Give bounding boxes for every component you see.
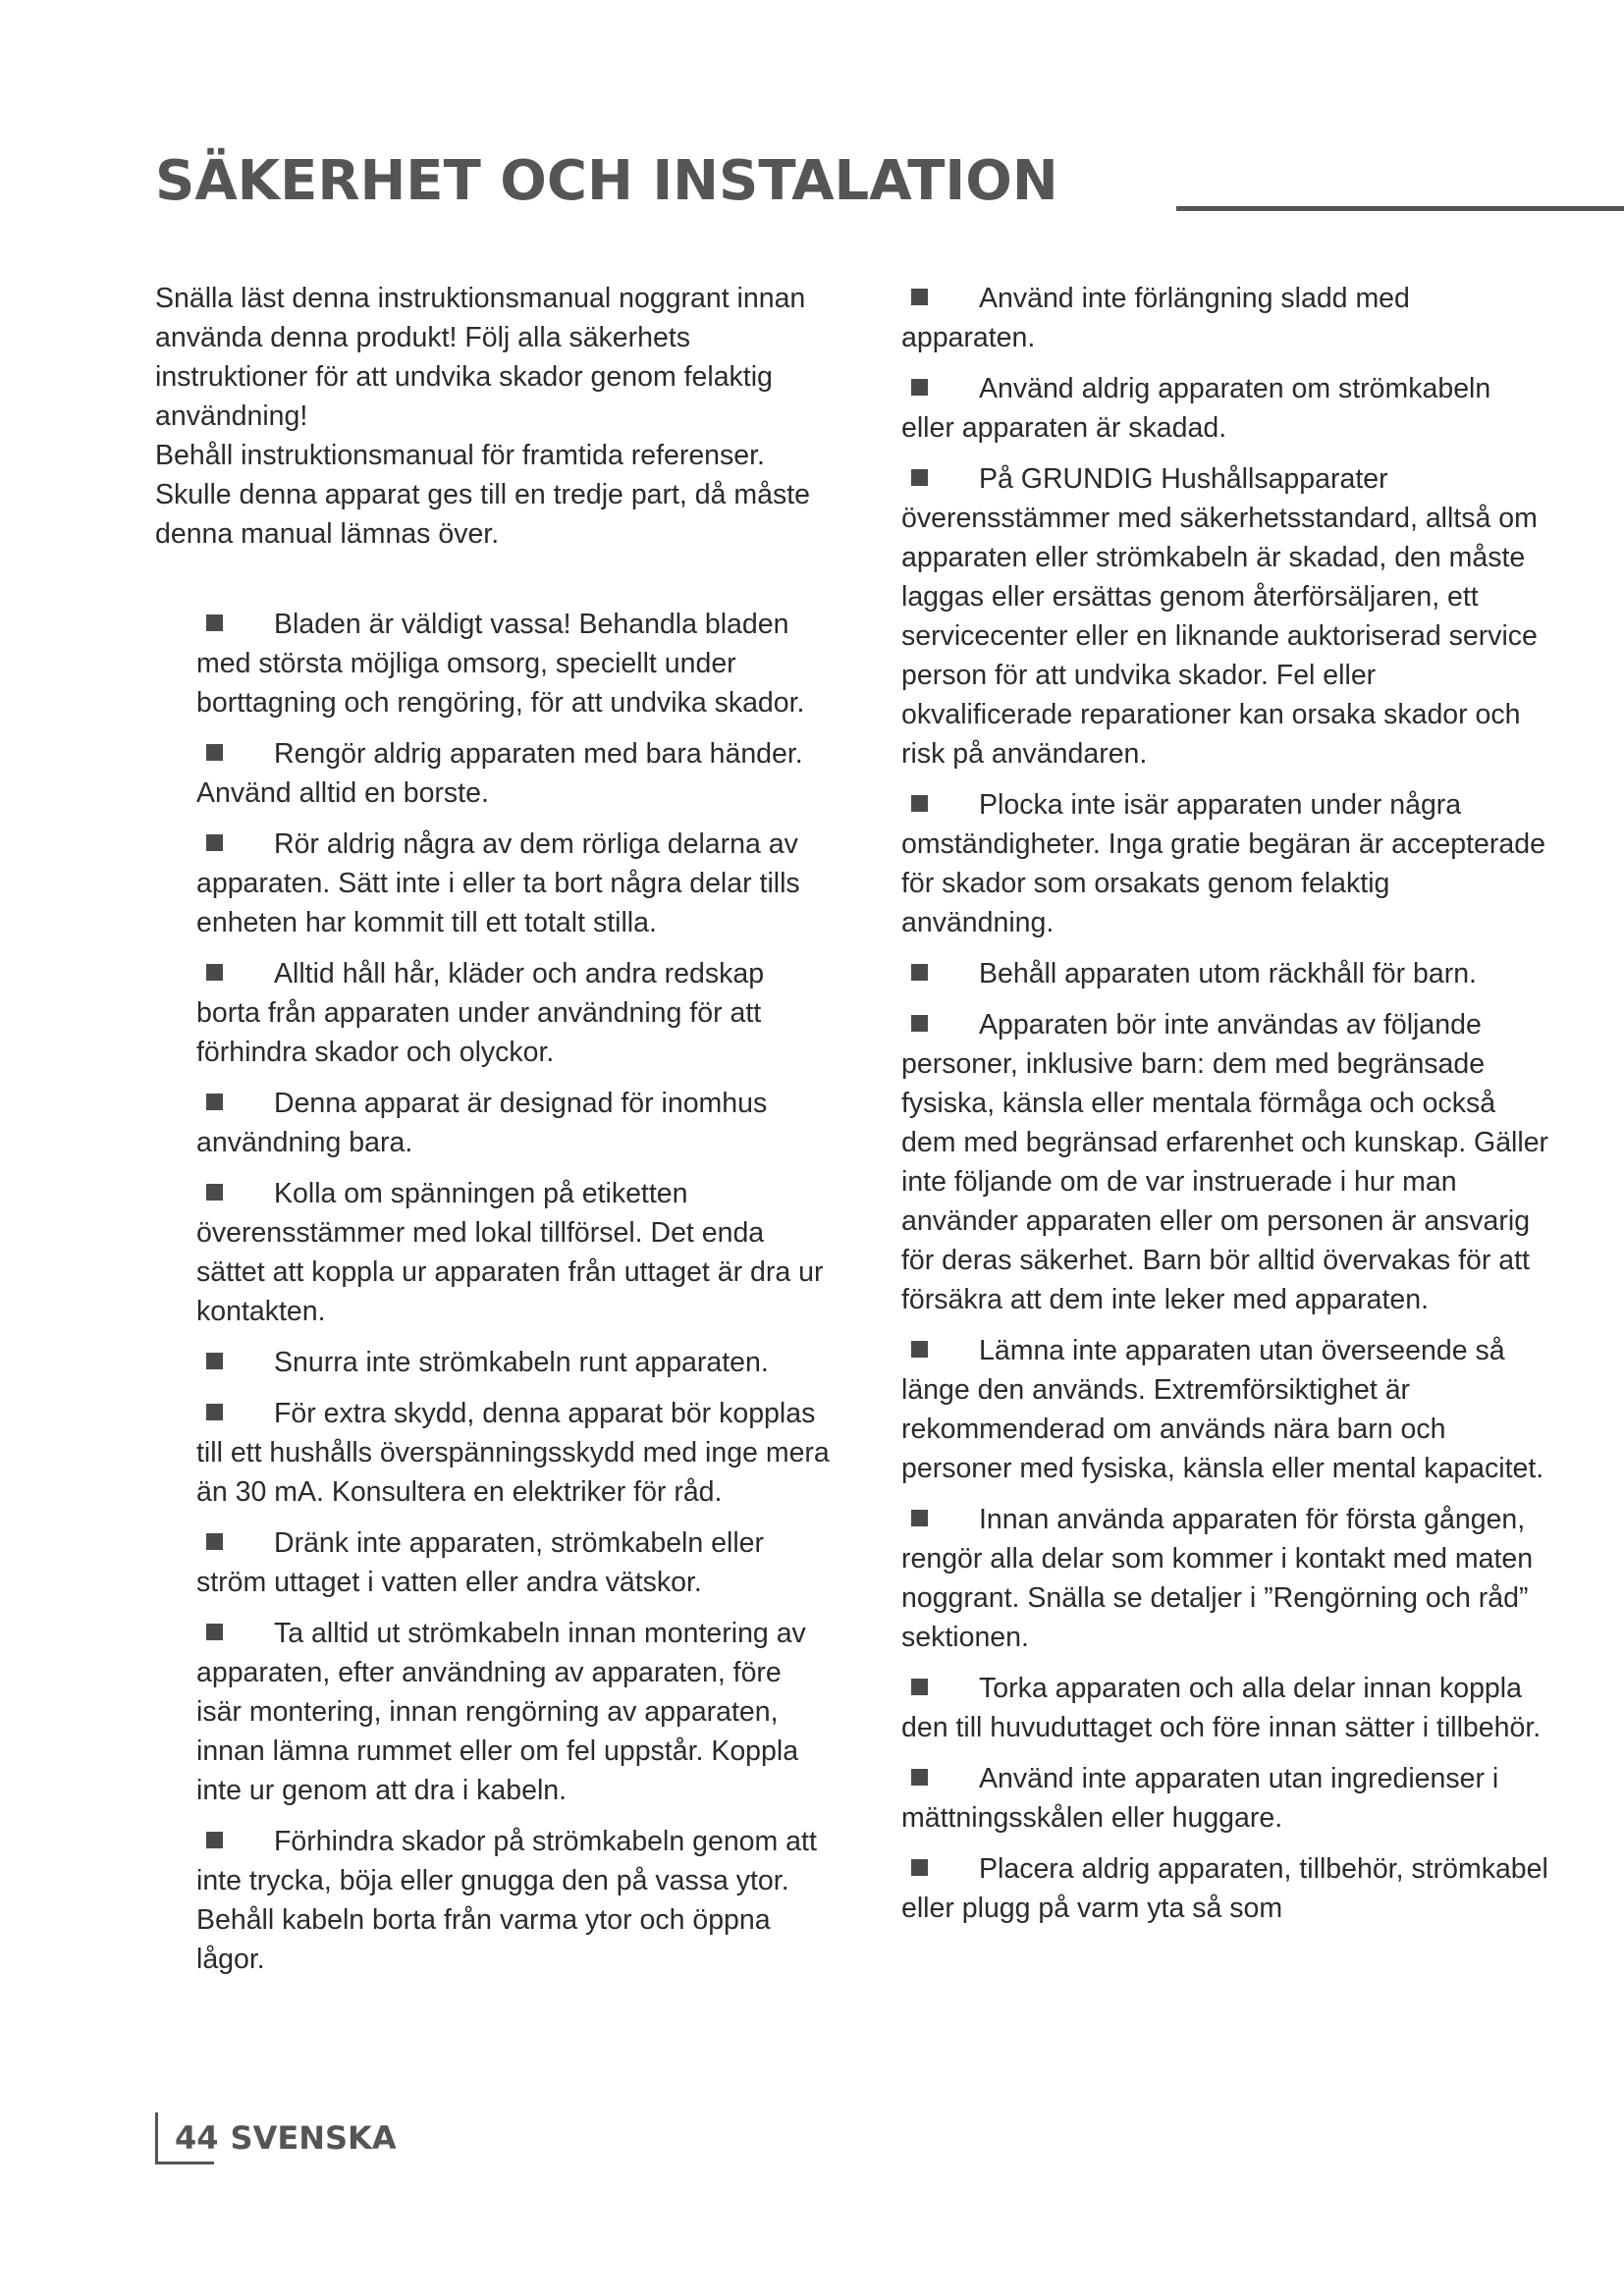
bullet-text: Torka apparaten och alla delar innan koppla den till huvuduttaget och före innan sätter i tillbehör. [901, 1673, 1542, 1743]
bullet-square-icon [206, 1624, 223, 1640]
bullet-text: Denna apparat är designad för inomhus användning bara. [196, 1088, 768, 1158]
bullet-item [901, 1005, 1549, 1319]
footer-label [175, 2118, 397, 2158]
intro-paragraph: Behåll instruktionsmanual för framtida referenser. [155, 440, 765, 471]
bullet-square-icon [911, 469, 928, 486]
bullet-item [196, 1343, 833, 1382]
bullet-square-icon [911, 379, 928, 396]
bullet-text: Apparaten bör inte användas av följande personer, inklusive barn: dem med begränsade fysiska, känsla eller mentala förmåga och också dem med begränsad erfarenhet och kunskap. Gäller inte följande om de var instruerade i hur man använder apparaten eller om personen är ansvarig för deras säkerhet. Barn bör alltid övervakas för att försäkra att dem inte leker med apparaten. [901, 1009, 1549, 1315]
left-column [155, 279, 833, 1991]
bullet-text: Använd aldrig apparaten om strömkabeln eller apparaten är skadad. [901, 373, 1491, 444]
bullet-item [901, 459, 1549, 774]
bullet-square-icon [206, 1832, 223, 1848]
bullet-square-icon [206, 744, 223, 761]
right-column [901, 279, 1549, 1940]
page-number: 44 [175, 2119, 219, 2157]
bullet-text: Bladen är väldigt vassa! Behandla bladen med största möjliga omsorg, speciellt under borttagning och rengöring, för att undvika skador. [196, 609, 805, 719]
bullet-item [196, 1394, 833, 1512]
bullet-square-icon [911, 1859, 928, 1876]
bullet-item [901, 1669, 1549, 1747]
bullet-text: Rengör aldrig apparaten med bara händer. Använd alltid en borste. [196, 738, 803, 809]
footer-bracket-vertical [155, 2112, 158, 2163]
bullet-item [196, 954, 833, 1072]
bullet-text: För extra skydd, denna apparat bör kopplas till ett hushålls överspänningsskydd med inge mera än 30 mA. Konsultera en elektriker för råd. [196, 1398, 830, 1508]
footer-language: SVENSKA [230, 2119, 397, 2157]
bullet-text: Innan använda apparaten för första gången, rengör alla delar som kommer i kontakt med maten noggrant. Snälla se detaljer i ”Rengörning och råd” sektionen. [901, 1504, 1534, 1653]
bullet-square-icon [911, 1510, 928, 1526]
bullet-square-icon [911, 1769, 928, 1786]
bullet-text: Använd inte apparaten utan ingredienser i mättningsskålen eller huggare. [901, 1763, 1499, 1834]
bullet-square-icon [206, 964, 223, 981]
bullet-item [196, 734, 833, 813]
bullet-item [196, 1614, 833, 1810]
bullet-square-icon [206, 834, 223, 851]
bullet-item [901, 954, 1549, 993]
bullet-item [901, 1500, 1549, 1657]
bullet-text: Snurra inte strömkabeln runt apparaten. [274, 1347, 769, 1378]
intro-paragraph: Snälla läst denna instruktionsmanual noggrant innan använda denna produkt! Följ alla säkerhets instruktioner för att undvika skador genom felaktig användning! [155, 283, 806, 432]
bullet-item [196, 1174, 833, 1331]
bullet-text: Lämna inte apparaten utan överseende så länge den används. Extremförsiktighet är rekommenderad om används nära barn och personer med fysiska, känsla eller mental kapacitet. [901, 1335, 1544, 1484]
bullet-item [196, 1523, 833, 1602]
bullet-square-icon [206, 1404, 223, 1420]
bullet-square-icon [206, 1533, 223, 1550]
intro-paragraph: Skulle denna apparat ges till en tredje part, då måste denna manual lämnas över. [155, 479, 810, 550]
bullet-text: Använd inte förlängning sladd med apparaten. [901, 283, 1410, 353]
title-rule [1176, 206, 1624, 211]
bullet-square-icon [911, 1341, 928, 1358]
bullet-item [901, 1849, 1549, 1928]
bullet-item [901, 369, 1549, 448]
bullet-text: Rör aldrig några av dem rörliga delarna av apparaten. Sätt inte i eller ta bort några delar tills enheten har kommit till ett totalt stilla. [196, 828, 800, 938]
bullet-item [901, 1759, 1549, 1838]
bullet-square-icon [206, 1353, 223, 1369]
bullet-square-icon [206, 1094, 223, 1110]
bullet-item [196, 825, 833, 942]
bullet-text: Kolla om spänningen på etiketten överensstämmer med lokal tillförsel. Det enda sättet att koppla ur apparaten från uttaget är dra ur kontakten. [196, 1178, 824, 1327]
left-bullet-list [155, 605, 833, 1979]
bullet-item [196, 1822, 833, 1979]
page-header [155, 147, 1481, 216]
bullet-square-icon [206, 1184, 223, 1201]
bullet-text: Placera aldrig apparaten, tillbehör, strömkabel eller plugg på varm yta så som [901, 1853, 1548, 1924]
bullet-square-icon [911, 1679, 928, 1695]
footer-bracket-base [155, 2162, 214, 2164]
bullet-text: Behåll apparaten utom räckhåll för barn. [979, 958, 1477, 989]
page-footer [155, 2112, 450, 2171]
bullet-text: Plocka inte isär apparaten under några omständigheter. Inga gratie begäran är accepterade för skador som orsakats genom felaktig användning. [901, 789, 1545, 938]
bullet-square-icon [911, 964, 928, 981]
bullet-text: Alltid håll hår, kläder och andra redskap borta från apparaten under användning för att förhindra skador och olyckor. [196, 958, 765, 1068]
bullet-square-icon [911, 289, 928, 305]
bullet-item [901, 1331, 1549, 1488]
bullet-square-icon [911, 795, 928, 812]
bullet-item [901, 785, 1549, 942]
bullet-text: Dränk inte apparaten, strömkabeln eller ström uttaget i vatten eller andra vätskor. [196, 1527, 765, 1598]
intro-text [155, 279, 833, 554]
bullet-square-icon [206, 614, 223, 631]
page-title: SÄKERHET OCH INSTALATION [155, 149, 1058, 213]
bullet-square-icon [911, 1015, 928, 1032]
bullet-text: På GRUNDIG Hushållsapparater överensstämmer med säkerhetsstandard, alltså om apparaten eller strömkabeln är skadad, den måste laggas eller ersättas genom återförsäljaren, ett servicecenter eller en liknande auktoriserad service person för att undvika skador. Fel eller okvalificerade reparationer kan orsaka skador och risk på användaren. [901, 463, 1538, 770]
bullet-item [901, 279, 1549, 357]
bullet-item [196, 1084, 833, 1162]
bullet-text: Förhindra skador på strömkabeln genom att inte trycka, böja eller gnugga den på vassa ytor. Behåll kabeln borta från varma ytor och öppna lågor. [196, 1826, 817, 1975]
bullet-item [196, 605, 833, 722]
bullet-text: Ta alltid ut strömkabeln innan montering av apparaten, efter användning av apparaten, före isär montering, innan rengörning av apparaten, innan lämna rummet eller om fel uppstår. Koppla inte ur genom att dra i kabeln. [196, 1618, 806, 1806]
